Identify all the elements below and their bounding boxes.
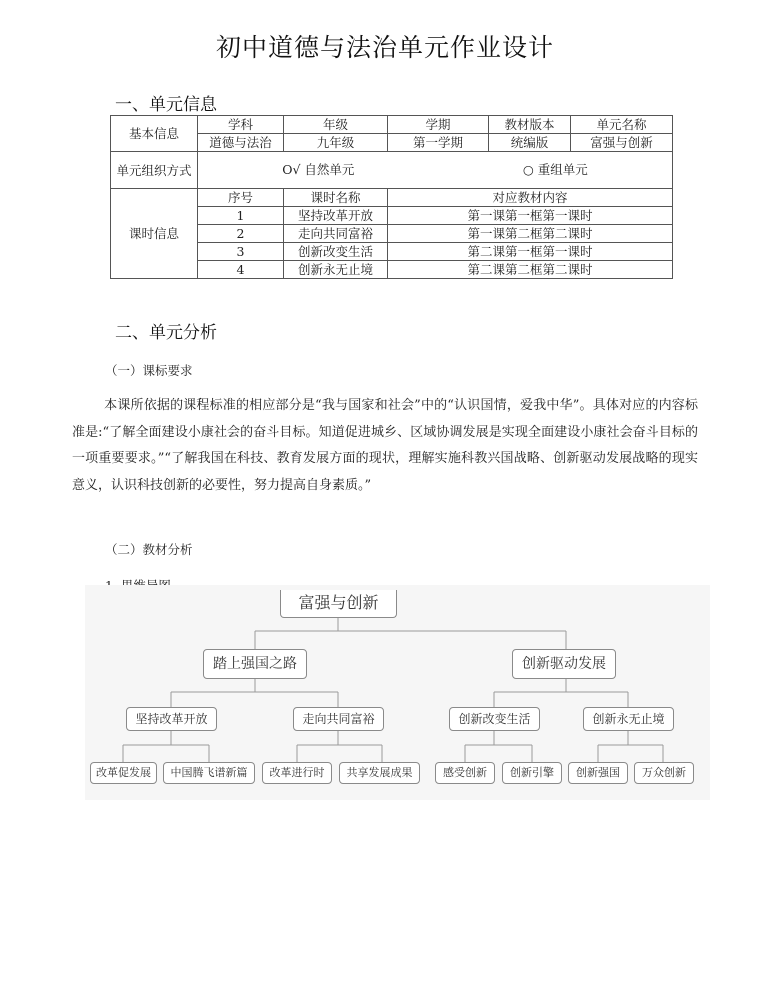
mindmap-leaf: 创新强国 (568, 762, 628, 784)
lesson-no: 2 (198, 225, 284, 243)
org-options (198, 152, 673, 189)
mindmap-sub-4: 创新永无止境 (583, 707, 674, 731)
subsection-textbook-heading: （二）教材分析 (105, 542, 193, 557)
value-edition: 统编版 (489, 134, 571, 152)
mindmap-branch-1: 踏上强国之路 (203, 649, 307, 679)
lesson-content: 第二课第二框第二课时 (388, 261, 673, 279)
value-unit-name: 富强与创新 (571, 134, 673, 152)
value-grade: 九年级 (284, 134, 388, 152)
subsection-curriculum-heading: （一）课标要求 (105, 363, 193, 378)
lesson-name: 创新改变生活 (284, 243, 388, 261)
basic-info-label: 基本信息 (111, 116, 198, 152)
lesson-content: 第一课第一框第一课时 (388, 207, 673, 225)
org-option-regrouped: ○ 重组单元 (522, 162, 588, 177)
lesson-header-name: 课时名称 (284, 189, 388, 207)
lesson-no: 4 (198, 261, 284, 279)
lesson-name: 走向共同富裕 (284, 225, 388, 243)
lesson-header-content: 对应教材内容 (388, 189, 673, 207)
lesson-info-label: 课时信息 (111, 189, 198, 279)
lesson-content: 第二课第一框第一课时 (388, 243, 673, 261)
mindmap-leaf: 感受创新 (435, 762, 495, 784)
curriculum-paragraph (72, 393, 698, 499)
mindmap-leaf: 万众创新 (634, 762, 694, 784)
mindmap-sub-3: 创新改变生活 (449, 707, 540, 731)
org-label: 单元组织方式 (111, 152, 198, 189)
mindmap-root: 富强与创新 (280, 590, 397, 618)
lesson-no: 1 (198, 207, 284, 225)
value-subject: 道德与法治 (198, 134, 284, 152)
mindmap-leaf: 共享发展成果 (339, 762, 420, 784)
org-option-natural: O√ 自然单元 (282, 162, 355, 177)
unit-info-table (110, 115, 673, 279)
section-unit-info-heading: 一、单元信息 (115, 95, 217, 115)
mindmap-branch-2: 创新驱动发展 (512, 649, 616, 679)
document-title: 初中道德与法治单元作业设计 (215, 33, 554, 62)
header-subject: 学科 (198, 116, 284, 134)
lesson-name: 坚持改革开放 (284, 207, 388, 225)
lesson-no: 3 (198, 243, 284, 261)
mindmap-sub-1: 坚持改革开放 (126, 707, 217, 731)
header-grade: 年级 (284, 116, 388, 134)
mindmap-leaf: 中国腾飞谱新篇 (163, 762, 255, 784)
mind-map (85, 585, 710, 800)
header-unit-name: 单元名称 (571, 116, 673, 134)
lesson-content: 第一课第二框第二课时 (388, 225, 673, 243)
mindmap-leaf: 改革促发展 (90, 762, 157, 784)
lesson-header-no: 序号 (198, 189, 284, 207)
mindmap-leaf: 改革进行时 (262, 762, 332, 784)
value-semester: 第一学期 (388, 134, 489, 152)
mindmap-leaf: 创新引擎 (502, 762, 562, 784)
mindmap-sub-2: 走向共同富裕 (293, 707, 384, 731)
header-edition: 教材版本 (489, 116, 571, 134)
lesson-name: 创新永无止境 (284, 261, 388, 279)
section-unit-analysis-heading: 二、单元分析 (115, 323, 217, 343)
curriculum-paragraph-text: 本课所依据的课程标准的相应部分是“我与国家和社会”中的“认识国情，爱我中华”。具体对应的内容标准是:“了解全面建设小康社会的奋斗目标。知道促进城乡、区域协调发展是实现全面建设小康社会奋斗目标的一项重要要求。”“了解我国在科技、教育发展方面的现状，理解实施科教兴国战略、创新驱动发展战略的现实意义，认识科技创新的必要性，努力提高自身素质。” (72, 398, 698, 493)
header-semester: 学期 (388, 116, 489, 134)
